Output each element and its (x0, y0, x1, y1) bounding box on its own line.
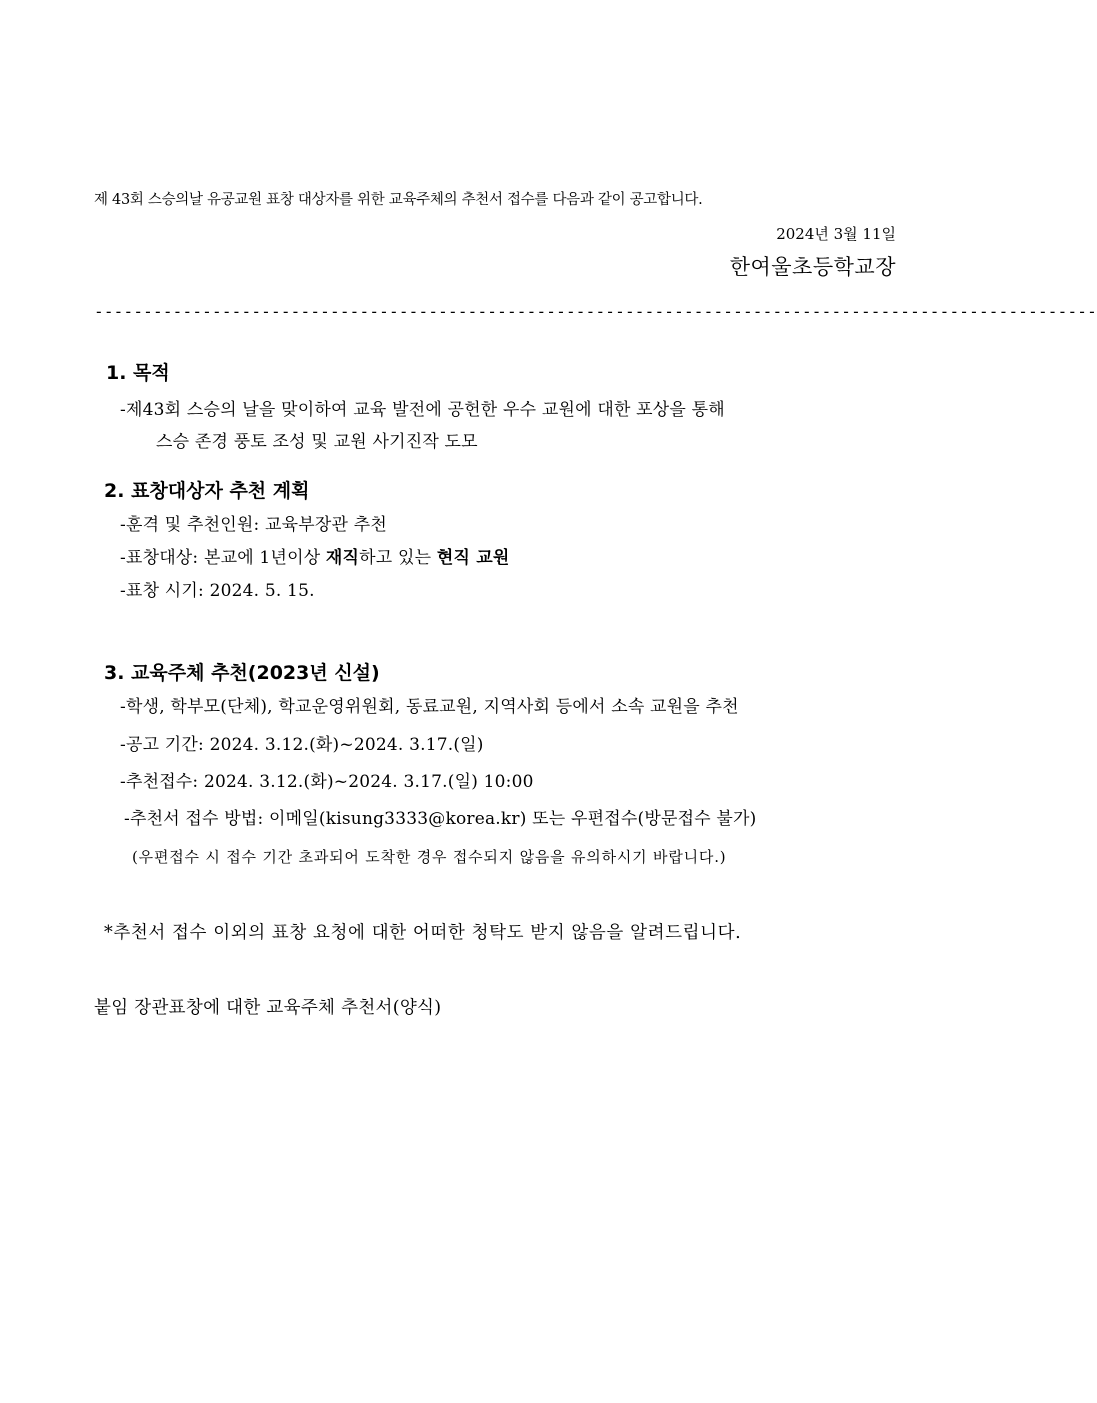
section3-mail-note: (우편접수 시 접수 기간 초과되어 도착한 경우 접수되지 않음을 유의하시기 바랍니다.) (132, 848, 727, 866)
section3-method: -추천서 접수 방법: 이메일(kisung3333@korea.kr) 또는 우편접수(방문접수 불가) (124, 809, 757, 829)
dashed-divider: ------------------------------------------------------------------------------------------------------ (94, 302, 1097, 321)
section1-heading: 1. 목적 (106, 362, 170, 384)
announcement-date: 2024년 3월 11일 (776, 225, 896, 243)
section3-reception: -추천접수: 2024. 3.12.(화)~2024. 3.17.(일) 10:00 (120, 772, 534, 792)
section3-who: -학생, 학부모(단체), 학교운영위원회, 동료교원, 지역사회 등에서 소속 교원을 추천 (120, 697, 739, 717)
target-prefix: -표창대상: 본교에 1년이상 (120, 548, 326, 568)
section3-notice-period: -공고 기간: 2024. 3.12.(화)~2024. 3.17.(일) (120, 735, 484, 755)
issuer-name: 한여울초등학교장 (729, 255, 896, 279)
section1-line2: 스승 존경 풍토 조성 및 교원 사기진작 도모 (156, 432, 478, 452)
target-bold-current: 현직 교원 (436, 548, 510, 568)
announcement-intro: 제 43회 스승의날 유공교원 표창 대상자를 위한 교육주체의 추천서 접수를 다음과 같이 공고합니다. (94, 192, 703, 208)
section2-target (120, 550, 509, 567)
section3-heading: 3. 교육주체 추천(2023년 신설) (104, 662, 380, 684)
section2-heading: 2. 표창대상자 추천 계획 (104, 480, 310, 502)
target-middle: 하고 있는 (359, 548, 437, 568)
section2-award: -훈격 및 추천인원: 교육부장관 추천 (120, 515, 387, 535)
solicitation-notice: *추천서 접수 이외의 표창 요청에 대한 어떠한 청탁도 받지 않음을 알려드립니다. (104, 923, 742, 943)
target-bold-tenure: 재직 (325, 548, 360, 568)
attachment-line: 붙임 장관표창에 대한 교육주체 추천서(양식) (94, 998, 442, 1018)
section2-timing: -표창 시기: 2024. 5. 15. (120, 581, 315, 601)
section1-line1: -제43회 스승의 날을 맞이하여 교육 발전에 공헌한 우수 교원에 대한 포상을 통해 (120, 400, 725, 420)
